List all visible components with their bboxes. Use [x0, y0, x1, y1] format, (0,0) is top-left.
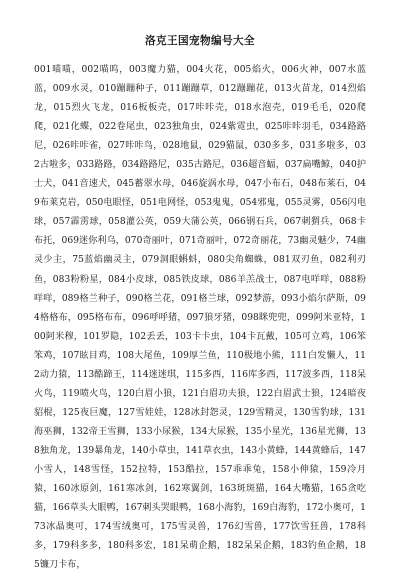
document-title: 洛克王国宠物编号大全	[145, 35, 255, 47]
document-body: 001喵喵，002喵呜，003魔力猫，004火花，005焰火，006火神，007水蓝蓝，009水灵，010蹦蹦种子，011蹦蹦草，012蹦蹦花，013火苗龙，014烈焰龙，015烈火飞龙，016板板壳，017咔咔壳，018水泡壳，019毛毛，020爬爬，021化蝶，022卷尾虫，023独角虫，024紫霓虫，025咔咔羽毛，034路路尼，026咔咔雀，027咔咔鸟，028地鼠，029猫鼠，030多多，031多啦多，032古啦多，033路路，034路路尼，035古路尼，036超音蝠，037扁嘴鲸，040护士犬，041音速犬，045蓄翠水母，046旋涡水母，047小布石，048布莱石，049布莱克岩，050电眼怪，051电网怪，053鬼鬼，054邪鬼，055灵雾，056闪电球，057霹雳球，058灌公英，059大蒲公英，066钢石兵，067刺猬兵，068卡布托，069迷你利乌，070奇丽叶，071奇丽叶，072奇丽花，73幽灵魅少，74幽灵少主，75蓝焰幽灵主，079洞眼蝌蚪，080尖角蜘蛛，081双刃鱼，082利刃鱼，083粉粉星，084小皮球，085铁皮球，086羊羔战士，087电咩咩，088粉咩咩，089格兰种子，090格兰花，091格兰球，092梦游，093小焰尔萨斯，094格格布，095格布布，096呼呼猪，097狼牙猪，098眯兜兜，099阿米亚特，100阿米穆，101罗隐，102丢丢，103卡卡虫，104卡瓦戴，105可立鸡，106笨笨鸡，107眩目鸡，108大尾鱼，109厚兰鱼，110极地小熊，111白发懒人，112动力猿，113酷蹄王，114迷迷琪，115多西，116库多西，117波多西，118呆火鸟，119喷火鸟，120白眉小狼，121白眉功夫狼，122白眉武士狼，124暗夜貂棍，125夜巨魔，127雪娃娃，128冰封怨灵，129雪精灵，130雪豹球，131海巫狮，132帝王雪狮，133小尿猴，134大尿猴，135小星光，136星光狮，138独角龙，139暴角龙，140小草虫，141草衣虫，143小黄蜂，144黄蜂后，147小雪人，148雪怪，152拉特，153酷拉，157乖乖兔，158小伸猿，159冷月猿，160冰原剑，161寒冰剑，162寒翼剑，163斑斑猫，164大嘴猫，165贪吃猫，166草头大眼鸭，167刺头哭眼鸭，168小海豹，169白海豹，172小奥可，173冰晶奥可，174雪绒奥可，175雪灵兽，176幻雪兽，177饮雪狂兽，178科多，179科多多，180科多宏，181呆萌企鹅，182呆呆企鹅，183钓鱼企鹅，185镰刀卡布，	[34, 65, 366, 571]
